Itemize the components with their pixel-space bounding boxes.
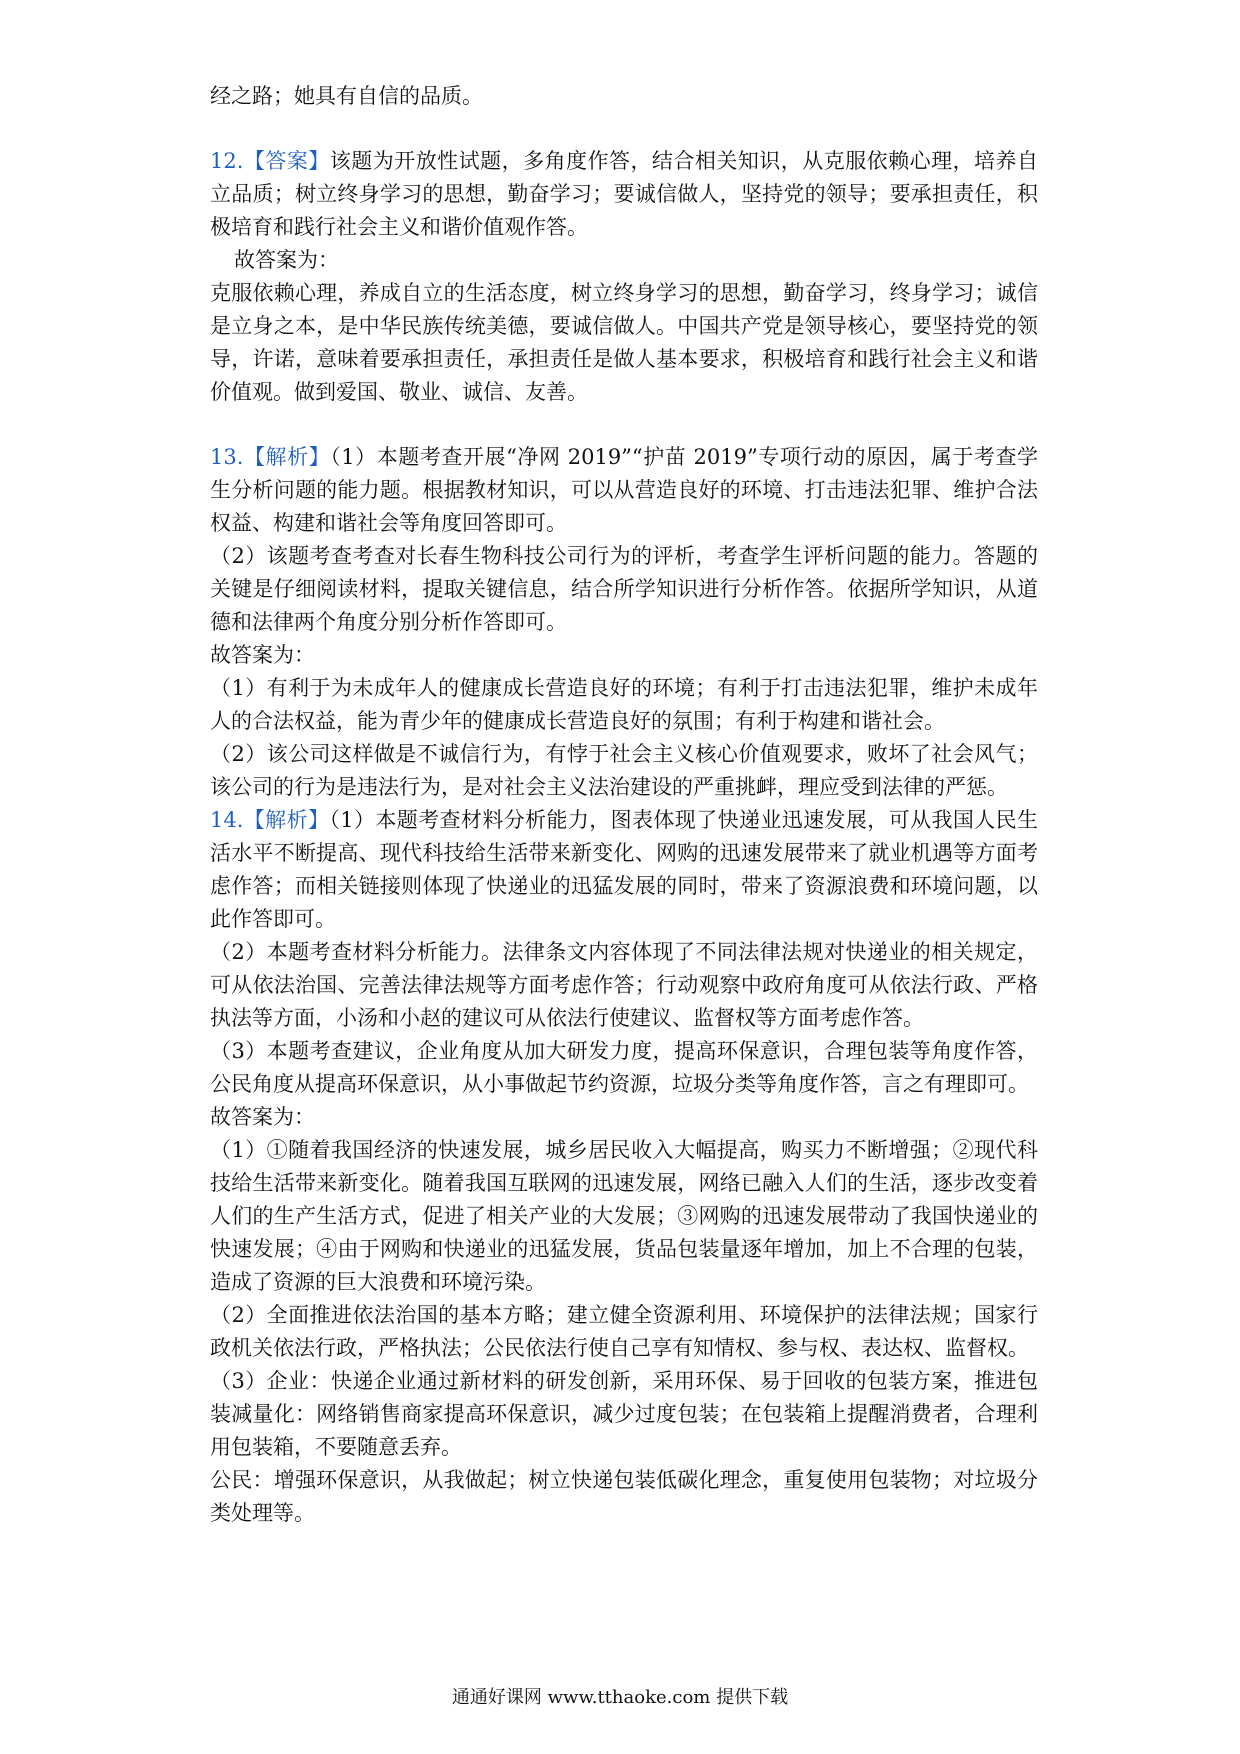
q14-answer-3: （3）企业：快递企业通过新材料的研发创新，采用环保、易于回收的包装方案，推进包装减量化：网络销售商家提高环保意识，减少过度包装；在包装箱上提醒消费者，合理利用包装箱，不要随意丢弃。	[210, 1369, 1038, 1459]
q14-answer-1: （1）①随着我国经济的快速发展，城乡居民收入大幅提高，购买力不断增强；②现代科技给生活带来新变化。随着我国互联网的迅速发展，网络已融入人们的生活，逐步改变着人们的生产生活方式，促进了相关产业的大发展；③网购的迅速发展带动了我国快递业的快速发展；④由于网购和快递业的迅猛发展，货品包装量逐年增加，加上不合理的包装，造成了资源的巨大浪费和环境污染。	[210, 1138, 1038, 1294]
q13-number: 13.	[210, 445, 244, 469]
q14-answer-label: 故答案为：	[210, 1105, 315, 1129]
q13-answer-1: （1）有利于为未成年人的健康成长营造良好的环境；有利于打击违法犯罪，维护未成年人的合法权益，能为青少年的健康成长营造良好的氛围；有利于构建和谐社会。	[210, 676, 1038, 733]
q12-number: 12.	[210, 149, 244, 173]
q14-explanation	[210, 804, 1038, 936]
q13-tag: 【解析】	[243, 445, 331, 469]
q13-intro: （1）本题考查开展“净网 2019”“护苗 2019”专项行动的原因，属于考查学生分析问题的能力题。根据教材知识，可以从营造良好的环境、打击违法犯罪、维护合法权益、构建和谐社会等角度回答即可。	[210, 445, 1038, 535]
q14-answer-2: （2）全面推进依法治国的基本方略；建立健全资源利用、环境保护的法律法规；国家行政机关依法行政，严格执法；公民依法行使自己享有知情权、参与权、表达权、监督权。	[210, 1303, 1038, 1360]
q13-explanation	[210, 441, 1038, 540]
q13-answer-2: （2）该公司这样做是不诚信行为，有悖于社会主义核心价值观要求，败坏了社会风气；该公司的行为是违法行为，是对社会主义法治建设的严重挑衅，理应受到法律的严惩。	[210, 742, 1038, 799]
q14-number: 14.	[210, 808, 244, 832]
continued-text: 经之路；她具有自信的品质。	[210, 84, 483, 108]
q13-part2: （2）该题考查考查对长春生物科技公司行为的评析，考查学生评析问题的能力。答题的关键是仔细阅读材料，提取关键信息，结合所学知识进行分析作答。依据所学知识，从道德和法律两个角度分别分析作答即可。	[210, 544, 1038, 634]
q14-tag: 【解析】	[243, 808, 330, 832]
page-footer: 通通好课网 www.tthaoke.com 提供下载	[451, 1687, 789, 1708]
q12-answer-label: 故答案为：	[234, 248, 339, 272]
q12-tag: 【答案】	[243, 149, 330, 173]
q14-answer-4: 公民：增强环保意识，从我做起；树立快递包装低碳化理念，重复使用包装物；对垃圾分类处理等。	[210, 1468, 1038, 1525]
q13-answer-label: 故答案为：	[210, 643, 315, 667]
q14-part2: （2）本题考查材料分析能力。法律条文内容体现了不同法律法规对快递业的相关规定，可从依法治国、完善法律法规等方面考虑作答；行动观察中政府角度可从依法行政、严格执法等方面，小汤和小赵的建议可从依法行使建议、监督权等方面考虑作答。	[210, 940, 1038, 1030]
document-body	[210, 80, 1038, 1530]
q14-intro: （1）本题考查材料分析能力，图表体现了快递业迅速发展，可从我国人民生活水平不断提高、现代科技给生活带来新变化、网购的迅速发展带来了就业机遇等方面考虑作答；而相关链接则体现了快递业的迅猛发展的同时，带来了资源浪费和环境问题，以此作答即可。	[210, 808, 1039, 931]
q12-intro: 该题为开放性试题，多角度作答，结合相关知识，从克服依赖心理，培养自立品质；树立终身学习的思想，勤奋学习；要诚信做人，坚持党的领导；要承担责任，积极培育和践行社会主义和谐价值观作答。	[210, 149, 1039, 239]
q14-part3: （3）本题考查建议，企业角度从加大研发力度，提高环保意识，合理包装等角度作答，公民角度从提高环保意识，从小事做起节约资源，垃圾分类等角度作答，言之有理即可。	[210, 1039, 1038, 1096]
q12-answer: 克服依赖心理，养成自立的生活态度，树立终身学习的思想，勤奋学习，终身学习；诚信是立身之本，是中华民族传统美德，要诚信做人。中国共产党是领导核心，要坚持党的领导，许诺，意味着要承担责任，承担责任是做人基本要求，积极培育和践行社会主义和谐价值观。做到爱国、敬业、诚信、友善。	[210, 281, 1038, 404]
q12-explanation	[210, 145, 1038, 244]
